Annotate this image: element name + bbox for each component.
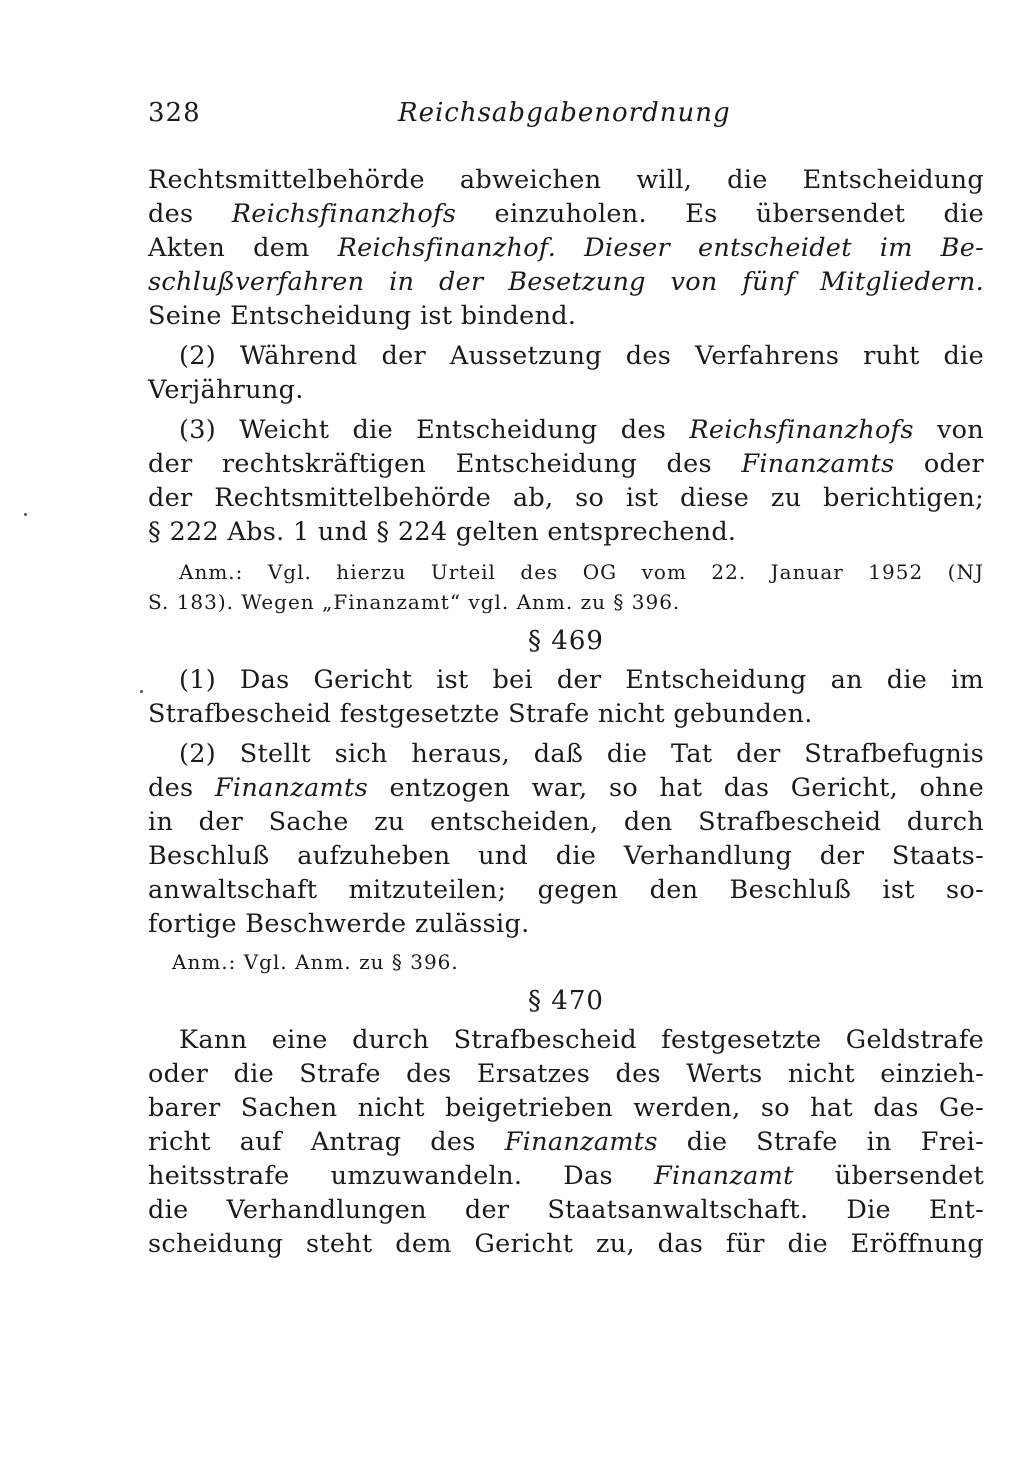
running-title: Reichsabgabenordnung — [398, 98, 731, 128]
text-line: der rechtskräftigen Entscheidung des Finanzamts oder — [148, 449, 984, 479]
text-line: heitsstrafe umzuwandeln. Das Finanzamt übersendet — [148, 1161, 985, 1191]
text-line: fortige Beschwerde zulässig. — [148, 909, 530, 939]
scan-speck — [140, 690, 143, 693]
text-line: des Finanzamts entzogen war, so hat das Gericht, ohne — [148, 773, 985, 803]
scan-speck — [24, 513, 27, 516]
text-line: Strafbescheid festgesetzte Strafe nicht gebunden. — [148, 699, 813, 729]
text-line: Beschluß aufzuheben und die Verhandlung der Staats- — [148, 841, 984, 871]
section-heading-469: § 469 — [528, 626, 604, 656]
text-line: Akten dem Reichsfinanzhof. Dieser entscheidet im Be- — [148, 233, 985, 263]
annotation-line: S. 183). Wegen „Finanzamt“ vgl. Anm. zu § 396. — [148, 590, 681, 614]
text-line: in der Sache zu entscheiden, den Strafbescheid durch — [148, 807, 984, 837]
text-line: die Verhandlungen der Staatsanwaltschaft. Die Ent- — [148, 1195, 984, 1225]
text-line: (2) Stellt sich heraus, daß die Tat der Strafbefugnis — [179, 739, 984, 769]
text-line: Kann eine durch Strafbescheid festgesetzte Geldstrafe — [179, 1025, 984, 1055]
annotation-line: Anm.: Vgl. Anm. zu § 396. — [172, 950, 459, 974]
text-line: des Reichsfinanzhofs einzuholen. Es übersendet die — [148, 199, 985, 229]
text-line: richt auf Antrag des Finanzamts die Strafe in Frei- — [148, 1127, 984, 1157]
text-line: scheidung steht dem Gericht zu, das für die Eröffnung — [148, 1229, 984, 1259]
text-line: schlußverfahren in der Besetzung von fünf Mitgliedern. — [148, 267, 984, 297]
text-line: oder die Strafe des Ersatzes des Werts nicht einzieh- — [148, 1059, 984, 1089]
text-line: Verjährung. — [148, 375, 304, 405]
text-line: (1) Das Gericht ist bei der Entscheidung an die im — [179, 665, 984, 695]
text-line: § 222 Abs. 1 und § 224 gelten entsprechend. — [148, 517, 737, 547]
annotation-line: Anm.: Vgl. hierzu Urteil des OG vom 22. Januar 1952 (NJ — [179, 560, 984, 584]
text-line: anwaltschaft mitzuteilen; gegen den Beschluß ist so- — [148, 875, 984, 905]
page-number: 328 — [148, 98, 201, 128]
text-line: (2) Während der Aussetzung des Verfahrens ruht die — [179, 341, 984, 371]
text-line: barer Sachen nicht beigetrieben werden, so hat das Ge- — [148, 1093, 984, 1123]
text-line: der Rechtsmittelbehörde ab, so ist diese zu berichtigen; — [148, 483, 984, 513]
section-heading-470: § 470 — [528, 986, 604, 1016]
text-line: Rechtsmittelbehörde abweichen will, die Entscheidung — [148, 165, 984, 195]
body-text — [148, 163, 984, 1261]
page-header — [148, 98, 984, 138]
text-line: Seine Entscheidung ist bindend. — [148, 301, 577, 331]
text-line: (3) Weicht die Entscheidung des Reichsfinanzhofs von — [179, 415, 985, 445]
